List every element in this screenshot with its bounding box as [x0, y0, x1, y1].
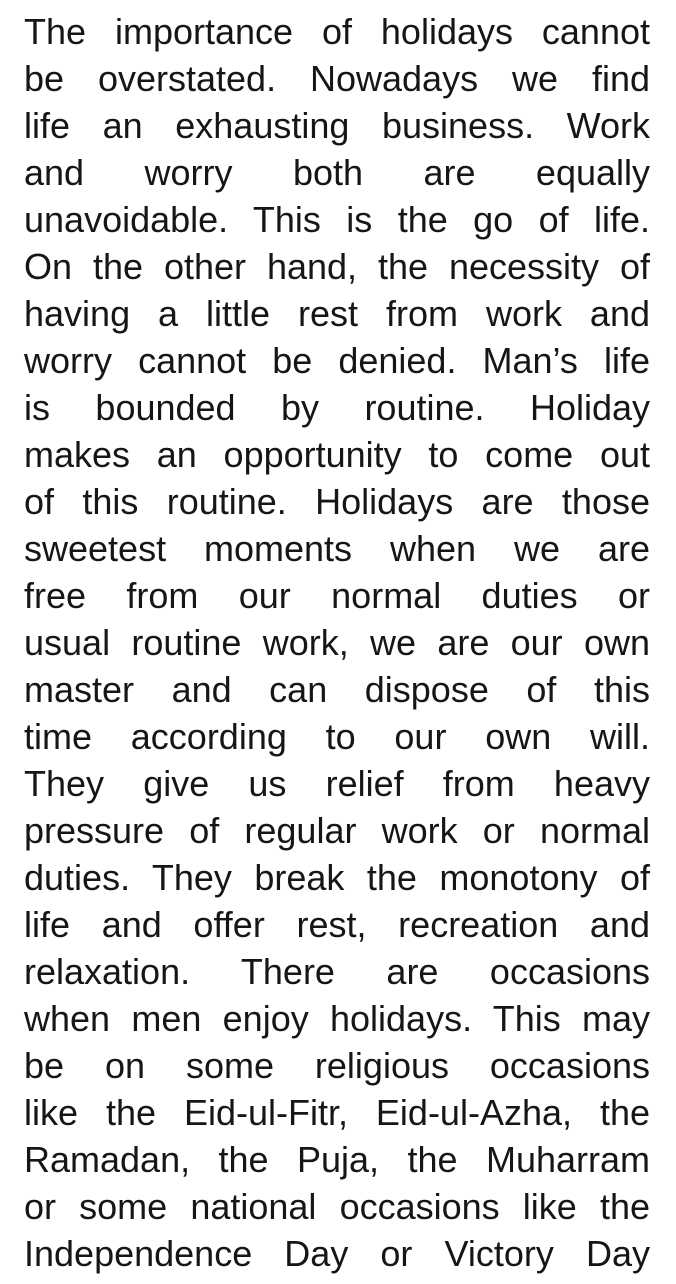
- text-line: master and can dispose of this: [24, 669, 650, 710]
- text-line: of this routine. Holidays are those: [24, 481, 650, 522]
- text-line: Independence Day or Victory Day: [24, 1233, 650, 1274]
- essay-paragraph: [24, 8, 650, 1277]
- text-line: worry cannot be denied. Man’s life: [24, 340, 650, 381]
- text-line: or some national occasions like the: [24, 1186, 650, 1227]
- text-line: On the other hand, the necessity of: [24, 246, 650, 287]
- text-line: Ramadan, the Puja, the Muharram: [24, 1139, 650, 1180]
- text-line: unavoidable. This is the go of life.: [24, 199, 650, 240]
- text-line: duties. They break the monotony of: [24, 857, 650, 898]
- text-line: makes an opportunity to come out: [24, 434, 650, 475]
- text-line: be overstated. Nowadays we find: [24, 58, 650, 99]
- text-line: time according to our own will.: [24, 716, 650, 757]
- text-line: when men enjoy holidays. This may: [24, 998, 650, 1039]
- text-line: They give us relief from heavy: [24, 763, 650, 804]
- text-line: life an exhausting business. Work: [24, 105, 650, 146]
- text-line: life and offer rest, recreation and: [24, 904, 650, 945]
- text-line: is bounded by routine. Holiday: [24, 387, 650, 428]
- text-line: like the Eid-ul-Fitr, Eid-ul-Azha, the: [24, 1092, 650, 1133]
- text-line: and worry both are equally: [24, 152, 650, 193]
- text-line: usual routine work, we are our own: [24, 622, 650, 663]
- text-line: be on some religious occasions: [24, 1045, 650, 1086]
- text-line: pressure of regular work or normal: [24, 810, 650, 851]
- text-line: relaxation. There are occasions: [24, 951, 650, 992]
- text-line: The importance of holidays cannot: [24, 11, 650, 52]
- text-line: having a little rest from work and: [24, 293, 650, 334]
- text-line: sweetest moments when we are: [24, 528, 650, 569]
- text-line: free from our normal duties or: [24, 575, 650, 616]
